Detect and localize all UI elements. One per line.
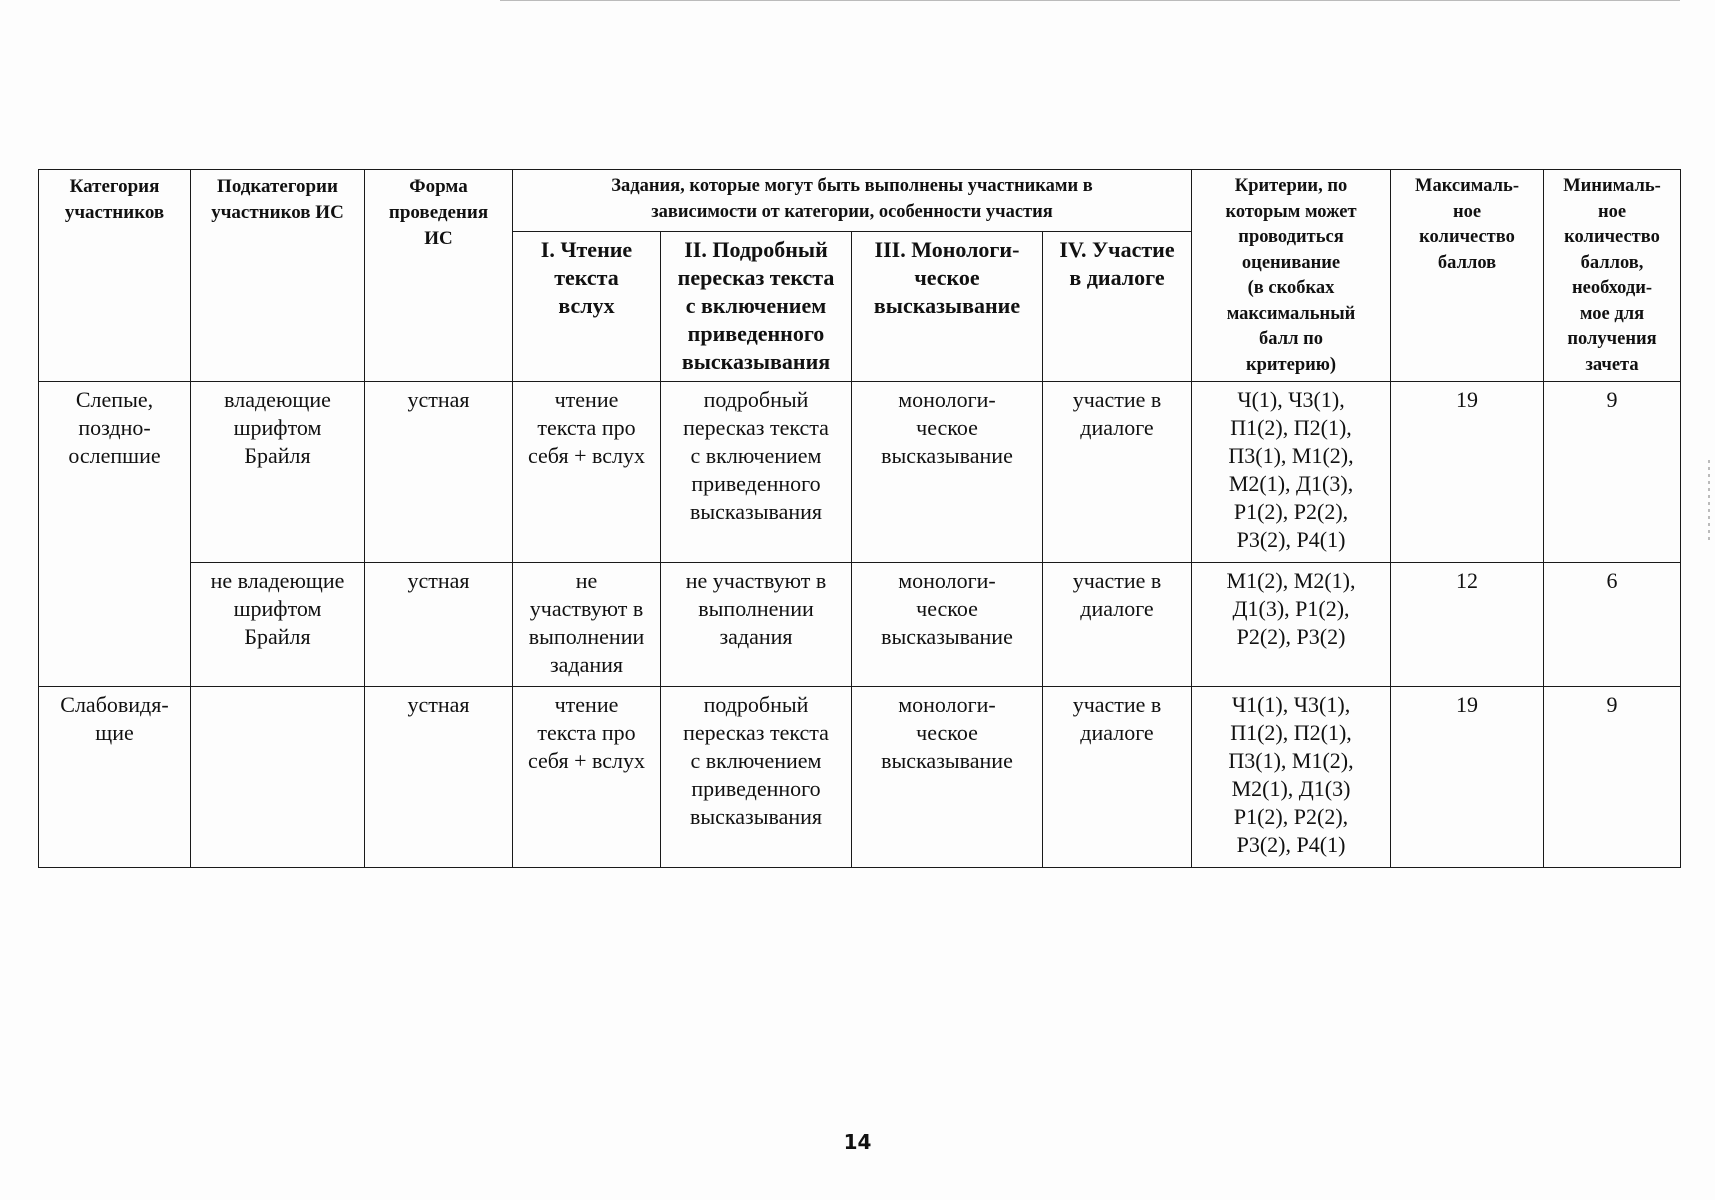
cell-task-3: монологи- ческое высказывание bbox=[852, 382, 1043, 563]
cell-max-points: 12 bbox=[1391, 563, 1544, 687]
header-form: Форма проведения ИС bbox=[365, 170, 513, 382]
cell-criteria: М1(2), М2(1), Д1(3), Р1(2), Р2(2), Р3(2) bbox=[1192, 563, 1391, 687]
assessment-table bbox=[38, 169, 1681, 868]
cell-min-points: 9 bbox=[1544, 382, 1681, 563]
cell-task-1: чтение текста про себя + вслух bbox=[513, 687, 661, 868]
cell-task-4: участие в диалоге bbox=[1043, 563, 1192, 687]
header-min-points: Минималь- ное количество баллов, необходи- мое для получения зачета bbox=[1544, 170, 1681, 382]
header-row-top bbox=[39, 170, 1681, 232]
cell-subcategory: владеющие шрифтом Брайля bbox=[191, 382, 365, 563]
scan-margin-mark bbox=[1708, 460, 1710, 540]
page-number: 14 bbox=[843, 1130, 872, 1154]
cell-task-4: участие в диалоге bbox=[1043, 382, 1192, 563]
cell-task-3: монологи- ческое высказывание bbox=[852, 563, 1043, 687]
table-row bbox=[39, 687, 1681, 868]
cell-subcategory bbox=[191, 687, 365, 868]
header-category: Категория участников bbox=[39, 170, 191, 382]
cell-task-2: подробный пересказ текста с включением приведенного высказывания bbox=[661, 687, 852, 868]
cell-task-1: чтение текста про себя + вслух bbox=[513, 382, 661, 563]
cell-min-points: 6 bbox=[1544, 563, 1681, 687]
table-row bbox=[39, 382, 1681, 563]
cell-max-points: 19 bbox=[1391, 687, 1544, 868]
cell-task-1: не участвуют в выполнении задания bbox=[513, 563, 661, 687]
cell-min-points: 9 bbox=[1544, 687, 1681, 868]
cell-task-3: монологи- ческое высказывание bbox=[852, 687, 1043, 868]
cell-max-points: 19 bbox=[1391, 382, 1544, 563]
header-task-1: I. Чтение текста вслух bbox=[513, 232, 661, 382]
cell-category: Слабовидя- щие bbox=[39, 687, 191, 868]
cell-form: устная bbox=[365, 687, 513, 868]
cell-form: устная bbox=[365, 382, 513, 563]
cell-task-2: не участвуют в выполнении задания bbox=[661, 563, 852, 687]
header-task-2: II. Подробный пересказ текста с включением приведенного высказывания bbox=[661, 232, 852, 382]
cell-task-2: подробный пересказ текста с включением приведенного высказывания bbox=[661, 382, 852, 563]
header-task-4: IV. Участие в диалоге bbox=[1043, 232, 1192, 382]
cell-criteria: Ч1(1), Ч3(1), П1(2), П2(1), П3(1), М1(2), М2(1), Д1(3) Р1(2), Р2(2), Р3(2), Р4(1) bbox=[1192, 687, 1391, 868]
header-max-points: Максималь- ное количество баллов bbox=[1391, 170, 1544, 382]
cell-subcategory: не владеющие шрифтом Брайля bbox=[191, 563, 365, 687]
cell-task-4: участие в диалоге bbox=[1043, 687, 1192, 868]
header-task-3: III. Монологи- ческое высказывание bbox=[852, 232, 1043, 382]
header-criteria: Критерии, по которым может проводиться оценивание (в скобках максимальный балл по критерию) bbox=[1192, 170, 1391, 382]
header-tasks-group: Задания, которые могут быть выполнены участниками в зависимости от категории, особенности участия bbox=[513, 170, 1192, 232]
scan-top-edge bbox=[500, 0, 1680, 1]
cell-category: Слепые, поздно- ослепшие bbox=[39, 382, 191, 687]
cell-criteria: Ч(1), Ч3(1), П1(2), П2(1), П3(1), М1(2), М2(1), Д1(3), Р1(2), Р2(2), Р3(2), Р4(1) bbox=[1192, 382, 1391, 563]
header-subcategory: Подкатегории участников ИС bbox=[191, 170, 365, 382]
cell-form: устная bbox=[365, 563, 513, 687]
table-row bbox=[39, 563, 1681, 687]
